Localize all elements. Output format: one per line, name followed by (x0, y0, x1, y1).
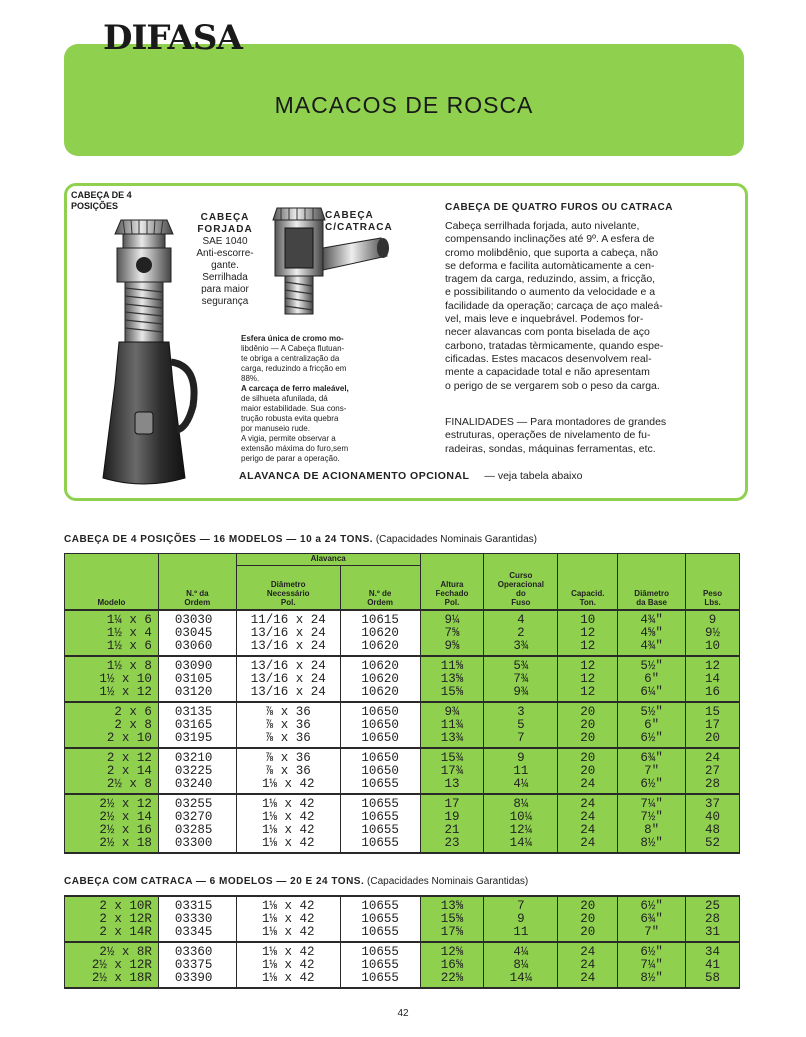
cell-value: 58 (705, 971, 721, 985)
cell-capacidade (558, 702, 618, 748)
cell-value: 03240 (174, 776, 213, 791)
cell-value: 03315 (174, 899, 213, 913)
col-diametro-base: Diâmetro da Base (618, 554, 686, 610)
cell-value: 2 x 14 (106, 763, 152, 778)
cell-value: 03255 (174, 796, 213, 811)
cell-value: 10 (580, 612, 596, 627)
cell-value: ⅞ x 36 (265, 717, 311, 732)
cell-value: 13/16 x 24 (250, 625, 326, 640)
cell-value: 10650 (361, 730, 399, 745)
cell-value: 10655 (361, 776, 399, 791)
cell-value: 17⅝ (440, 925, 464, 939)
table-row-group (65, 610, 740, 656)
cell-value: 12 (705, 658, 721, 673)
cell-value: 3¾ (513, 638, 529, 653)
cell-modelo (65, 610, 159, 656)
cell-value: 11¾ (440, 717, 464, 732)
cell-value: 25 (705, 899, 721, 913)
cell-peso (686, 896, 740, 942)
cell-value: 03045 (174, 625, 213, 640)
cell-curso (484, 748, 558, 794)
cell-value: 5½″ (640, 704, 663, 719)
table-row-group (65, 942, 740, 988)
cell-ordem (158, 610, 236, 656)
cell-value: 1½ x 4 (106, 625, 152, 640)
cell-value: 40 (705, 809, 721, 824)
cell-value: 17¾ (440, 763, 464, 778)
cell-value: 03300 (174, 835, 213, 850)
cell-diametro (236, 942, 340, 988)
cell-value: 37 (705, 796, 721, 811)
cell-value: 20 (580, 750, 596, 765)
jack-illustration (81, 216, 201, 492)
feature-panel (64, 183, 748, 501)
cell-value: 1⅛ x 42 (262, 971, 315, 985)
cell-value: 03270 (174, 809, 213, 824)
cell-value: 11⅝ (440, 658, 464, 673)
cell-value: 2 x 12R (99, 912, 152, 926)
cell-value: 13⅝ (440, 899, 464, 913)
cell-peso (686, 748, 740, 794)
cell-value: 10615 (361, 612, 399, 627)
cell-value: 1⅛ x 42 (262, 958, 315, 972)
cell-value: 10620 (361, 684, 399, 699)
cell-value: 10650 (361, 763, 399, 778)
cell-capacidade (558, 748, 618, 794)
cell-modelo (65, 942, 159, 988)
cell-base (618, 942, 686, 988)
cell-value: 2½ x 18R (91, 971, 152, 985)
cell-value: 11 (513, 763, 529, 778)
cell-ordem (158, 794, 236, 853)
cell-value: 13/16 x 24 (250, 658, 326, 673)
table-row-group (65, 748, 740, 794)
cell-value: 10650 (361, 750, 399, 765)
cell-value: 03090 (174, 658, 213, 673)
cell-value: 17 (444, 796, 460, 811)
cell-altura (420, 942, 484, 988)
cell-value: 19 (444, 809, 460, 824)
cell-value: 8½″ (640, 971, 663, 985)
cell-value: 10655 (361, 899, 399, 913)
cell-value: ⅞ x 36 (265, 730, 311, 745)
cell-value: 7 (517, 899, 525, 913)
cell-value: 24 (580, 835, 596, 850)
col-altura: Altura Fechado Pol. (420, 554, 484, 610)
features-description: Cabeça serrilhada forjada, auto nivelante, compensando inclinações até 9º. A esfera de cromo molibdênio, que suporta a cabeça, não se deforma e facilita automàticamente a cen- tragem da carga, reduzindo, assim, a fricção, e possibilitando o aumento da velocidade e a facilidade da operação; carcaça de aço maleá- vel, mais leve e inquebrável. Podemos for- necer alavancas com ponta biselada de aço carbono, tratadas tèrmicamente, quando espe- cificadas. Estes macacos desenvolvem real- mente a capacidade total e não apresentam o perigo de se vergarem sob o peso da carga. (445, 220, 664, 392)
page-title: MACACOS DE ROSCA (274, 92, 534, 118)
col-nordem: N.º de Ordem (340, 566, 420, 610)
cell-value: 2 x 10R (99, 899, 152, 913)
cell-curso (484, 702, 558, 748)
cell-value: 6¾″ (640, 912, 663, 926)
cell-value: 20 (580, 717, 596, 732)
cell-value: 24 (580, 971, 596, 985)
cell-value: 10655 (361, 945, 399, 959)
cell-value: 03345 (174, 925, 213, 939)
cell-value: 2½ x 12R (91, 958, 152, 972)
cell-value: 3 (517, 704, 525, 719)
cell-value: 2½ x 8 (106, 776, 152, 791)
cell-value: 13/16 x 24 (250, 671, 326, 686)
cell-nordem (340, 942, 420, 988)
cell-value: 23 (444, 835, 460, 850)
cell-value: 5¾ (513, 658, 529, 673)
cell-diametro (236, 794, 340, 853)
col-peso: Peso Lbs. (686, 554, 740, 610)
cell-diametro (236, 610, 340, 656)
cell-value: 10655 (361, 971, 399, 985)
cell-nordem (340, 610, 420, 656)
cell-value: 8¼ (513, 958, 529, 972)
cell-value: 7¼″ (640, 796, 663, 811)
cell-value: 20 (705, 730, 721, 745)
cell-value: 9¼ (444, 612, 460, 627)
cell-base (618, 702, 686, 748)
cell-value: 1½ x 12 (99, 684, 152, 699)
cell-modelo (65, 748, 159, 794)
cell-value: 14 (705, 671, 721, 686)
cell-value: 12 (580, 638, 596, 653)
cell-value: 27 (705, 763, 721, 778)
cell-value: 10620 (361, 638, 399, 653)
col-capacidade: Capacid. Ton. (558, 554, 618, 610)
col-diametro: Diâmetro Necessário Pol. (236, 566, 340, 610)
cell-value: 2 (517, 625, 525, 640)
sphere-description: Esfera única de cromo mo- libdênio — A Cabeça flutuan- te obriga a centralização da carga, reduzindo a fricção em 88%. A carcaça de ferro maleável, de silhueta afunilada, dá maior estabilidade. Sua cons- trução robusta evita quebra por manuseio rude. A vigia, permite observar a extensão máxima do furo,sem perigo de parar a operação. (241, 334, 349, 463)
cell-value: 9 (708, 612, 717, 627)
cell-value: 1⅛ x 42 (262, 899, 315, 913)
cell-value: 12 (580, 671, 596, 686)
cell-value: 15 (705, 704, 721, 719)
cell-value: 1½ x 6 (106, 638, 152, 653)
section2-heading: CABEÇA COM CATRACA — 6 MODELOS — 20 E 24 TONS. (Capacidades Nominais Garantidas) (64, 876, 529, 887)
cell-curso (484, 896, 558, 942)
cell-curso (484, 794, 558, 853)
cell-value: 03225 (174, 763, 213, 778)
cell-value: 4¼ (513, 945, 529, 959)
cell-value: 48 (705, 822, 721, 837)
cell-value: 03195 (174, 730, 213, 745)
cell-value: 10655 (361, 809, 399, 824)
cell-curso (484, 656, 558, 702)
table-row-group (65, 656, 740, 702)
cell-value: 12 (580, 658, 596, 673)
cell-value: 03135 (174, 704, 213, 719)
cell-value: 13/16 x 24 (250, 638, 326, 653)
cell-value: 03210 (174, 750, 213, 765)
cell-nordem (340, 748, 420, 794)
cell-capacidade (558, 896, 618, 942)
cell-value: 7¼″ (640, 958, 663, 972)
cell-value: 10655 (361, 958, 399, 972)
cell-value: 9 (517, 912, 525, 926)
cell-value: 1⅛ x 42 (262, 912, 315, 926)
cell-value: 6¾″ (640, 750, 663, 765)
cell-value: 11 (513, 925, 529, 939)
cell-value: 6¼″ (640, 684, 663, 699)
cell-value: 2 x 8 (114, 717, 152, 732)
cell-value: 20 (580, 730, 596, 745)
cell-value: 20 (580, 899, 596, 913)
cell-nordem (340, 896, 420, 942)
cell-value: 2 x 10 (106, 730, 152, 745)
table-row-group (65, 794, 740, 853)
cell-value: 03105 (174, 671, 213, 686)
cell-value: 1⅛ x 42 (262, 925, 315, 939)
cell-value: 10655 (361, 925, 399, 939)
cell-value: 22⅝ (440, 971, 464, 985)
cell-value: 8¼ (513, 796, 529, 811)
cell-value: ⅞ x 36 (265, 704, 311, 719)
cell-value: 2½ x 12 (99, 796, 152, 811)
cell-value: 6″ (644, 717, 660, 732)
cell-altura (420, 610, 484, 656)
ratchet-table (64, 895, 740, 989)
col-modelo: Modelo (65, 554, 159, 610)
cell-value: 5 (517, 717, 525, 732)
cell-peso (686, 794, 740, 853)
cell-modelo (65, 794, 159, 853)
cell-capacidade (558, 656, 618, 702)
cell-value: 1½ x 8 (106, 658, 152, 673)
cell-value: 9 (517, 750, 525, 765)
cell-curso (484, 610, 558, 656)
cell-diametro (236, 896, 340, 942)
cell-modelo (65, 702, 159, 748)
cell-value: 9½ (705, 625, 721, 640)
cell-value: 13¾ (440, 730, 464, 745)
cell-value: 28 (705, 912, 721, 926)
cell-ordem (158, 748, 236, 794)
ratchet-head-caption: CABEÇA C/CATRACA (325, 210, 393, 233)
cell-value: 9⅝ (444, 638, 460, 653)
cell-value: 2 x 14R (99, 925, 152, 939)
cell-value: 6″ (644, 671, 660, 686)
purpose-description: FINALIDADES — Para montadores de grandes estruturas, operações de nivelamento de fu- radeiras, sondas, máquinas ferramentas, etc. (445, 416, 667, 455)
cell-value: 15⅝ (440, 684, 464, 699)
cell-value: 12 (580, 625, 596, 640)
cell-value: 24 (580, 822, 596, 837)
cell-value: 2½ x 8R (99, 945, 152, 959)
cell-peso (686, 656, 740, 702)
cell-value: 1⅛ x 42 (262, 945, 315, 959)
cell-ordem (158, 942, 236, 988)
cell-value: 7 (517, 730, 525, 745)
cell-ordem (158, 896, 236, 942)
cell-ordem (158, 656, 236, 702)
brand-logo: DIFASA (103, 18, 242, 58)
cell-value: 03060 (174, 638, 213, 653)
cell-value: 20 (580, 925, 596, 939)
cell-value: 1⅛ x 42 (261, 822, 315, 837)
cell-value: 10620 (361, 625, 399, 640)
cell-value: 10¼ (509, 809, 533, 824)
cell-value: 1⅛ x 42 (261, 835, 315, 850)
cell-value: 8″ (644, 822, 660, 837)
cell-value: 20 (580, 704, 596, 719)
cell-value: 34 (705, 945, 721, 959)
cell-value: 20 (580, 912, 596, 926)
cell-value: 13 (444, 776, 460, 791)
cell-value: 7″ (644, 763, 660, 778)
cell-nordem (340, 656, 420, 702)
cell-value: 7⅝ (444, 625, 460, 640)
cell-value: 03120 (174, 684, 213, 699)
cell-value: 03330 (174, 912, 213, 926)
cell-altura (420, 748, 484, 794)
cell-value: 4¾″ (640, 612, 663, 627)
features-heading: CABEÇA DE QUATRO FUROS OU CATRACA (445, 202, 673, 213)
cell-value: 10655 (361, 796, 399, 811)
cell-value: 03030 (174, 612, 213, 627)
cell-altura (420, 656, 484, 702)
cell-value: 6½″ (640, 776, 663, 791)
cell-value: 10650 (361, 717, 399, 732)
cell-value: 15¾ (440, 750, 464, 765)
optional-lever-note: ALAVANCA DE ACIONAMENTO OPCIONAL — veja tabela abaixo (239, 470, 583, 482)
cell-value: 28 (705, 776, 721, 791)
cell-value: 2 x 12 (106, 750, 152, 765)
cell-value: 24 (580, 796, 596, 811)
col-curso: Curso Operacional do Fuso (484, 554, 558, 610)
cell-value: 10 (705, 638, 721, 653)
cell-value: 16 (705, 684, 721, 699)
cell-peso (686, 702, 740, 748)
cell-value: ⅞ x 36 (265, 750, 311, 765)
cell-altura (420, 896, 484, 942)
cell-value: 4¾″ (640, 638, 663, 653)
cell-value: 4 (517, 612, 525, 627)
cell-value: 24 (580, 809, 596, 824)
cell-value: 1⅛ x 42 (261, 776, 315, 791)
four-position-table (64, 553, 740, 854)
cell-base (618, 656, 686, 702)
cell-value: 4¼ (513, 776, 529, 791)
cell-value: 1½ x 10 (99, 671, 152, 686)
cell-modelo (65, 656, 159, 702)
cell-value: 16⅝ (440, 958, 464, 972)
cell-base (618, 794, 686, 853)
cell-value: 2½ x 18 (99, 835, 152, 850)
cell-value: 1⅛ x 42 (261, 796, 315, 811)
cell-value: 7″ (644, 925, 660, 939)
col-alavanca: Alavanca (236, 554, 420, 566)
cell-value: 03285 (174, 822, 213, 837)
cell-curso (484, 942, 558, 988)
cell-value: 2½ x 14 (99, 809, 152, 824)
cell-value: 9¾ (444, 704, 460, 719)
cell-peso (686, 942, 740, 988)
cell-nordem (340, 794, 420, 853)
cell-value: 03360 (174, 945, 213, 959)
cell-value: 24 (580, 945, 596, 959)
cell-value: 6½″ (640, 945, 663, 959)
cell-value: 7½″ (640, 809, 663, 824)
cell-value: 14¼ (509, 835, 533, 850)
cell-value: 14¼ (509, 971, 533, 985)
cell-diametro (236, 656, 340, 702)
cell-value: 10655 (361, 822, 399, 837)
cell-value: 24 (580, 958, 596, 972)
cell-base (618, 896, 686, 942)
cell-value: 03390 (174, 971, 213, 985)
cell-value: 12⅝ (440, 945, 464, 959)
cell-diametro (236, 748, 340, 794)
cell-value: 52 (705, 835, 721, 850)
forged-head-caption: CABEÇA FORJADA SAE 1040 Anti-escorre- gante. Serrilhada para maior segurança (196, 212, 254, 307)
cell-value: 4⅝″ (640, 625, 663, 640)
cell-value: 12 (580, 684, 596, 699)
cell-value: 03375 (174, 958, 213, 972)
col-ordem: N.º da Ordem (158, 554, 236, 610)
cell-value: 15⅝ (440, 912, 464, 926)
cell-capacidade (558, 794, 618, 853)
cell-capacidade (558, 942, 618, 988)
table-row-group (65, 702, 740, 748)
cell-value: 31 (705, 925, 721, 939)
cell-nordem (340, 702, 420, 748)
cell-value: 03165 (174, 717, 213, 732)
cell-value: ⅞ x 36 (265, 763, 311, 778)
cell-capacidade (558, 610, 618, 656)
cell-value: 24 (580, 776, 596, 791)
cell-value: 8½″ (640, 835, 663, 850)
cell-value: 24 (705, 750, 721, 765)
title-banner (64, 44, 744, 156)
page-number: 42 (397, 1008, 409, 1019)
cell-peso (686, 610, 740, 656)
cell-value: 6½″ (640, 730, 663, 745)
left-head-caption: CABEÇA DE 4 POSIÇÕES (71, 190, 132, 211)
cell-value: 12¼ (509, 822, 533, 837)
cell-diametro (236, 702, 340, 748)
cell-value: 1¼ x 6 (106, 612, 152, 627)
cell-value: 10650 (361, 704, 399, 719)
cell-value: 10620 (361, 671, 399, 686)
cell-value: 2 x 6 (114, 704, 152, 719)
cell-value: 17 (705, 717, 721, 732)
cell-value: 6½″ (640, 899, 663, 913)
cell-value: 10655 (361, 912, 399, 926)
cell-value: 13/16 x 24 (250, 684, 326, 699)
cell-value: 13⅝ (440, 671, 464, 686)
cell-base (618, 610, 686, 656)
cell-value: 11/16 x 24 (250, 612, 326, 627)
cell-value: 2½ x 16 (99, 822, 152, 837)
cell-value: 10620 (361, 658, 399, 673)
cell-altura (420, 702, 484, 748)
cell-value: 10655 (361, 835, 399, 850)
cell-value: 7¾ (513, 671, 529, 686)
cell-value: 41 (705, 958, 721, 972)
cell-modelo (65, 896, 159, 942)
cell-altura (420, 794, 484, 853)
cell-value: 5½″ (640, 658, 663, 673)
cell-value: 21 (444, 822, 460, 837)
cell-ordem (158, 702, 236, 748)
cell-value: 1⅛ x 42 (261, 809, 315, 824)
cell-value: 9¾ (513, 684, 529, 699)
cell-value: 20 (580, 763, 596, 778)
table-row-group (65, 896, 740, 942)
section1-heading: CABEÇA DE 4 POSIÇÕES — 16 MODELOS — 10 a 24 TONS. (Capacidades Nominais Garantidas) (64, 534, 537, 545)
cell-base (618, 748, 686, 794)
